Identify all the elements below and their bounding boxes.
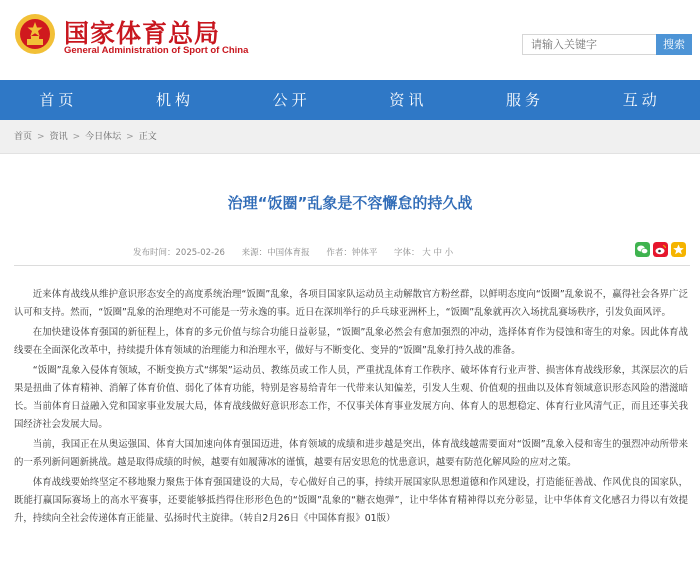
article-paragraph: 当前，我国正在从奥运强国、体育大国加速向体育强国迈进，体育领域的成绩和进步越是突出，体育战线越需要面对“饭圈”乱象入侵和寄生的强烈冲动所带来的一系列新问题新挑战。越是取得成绩的时候，越要有如履薄冰的谨慎，越要有居安思危的忧患意识，越要有防范化解风险的应对之策。 [14,439,688,468]
breadcrumb-news[interactable]: 资讯 [49,132,68,142]
nav-item-organization[interactable]: 机构 [156,91,195,109]
breadcrumb [14,120,157,154]
breadcrumb-home[interactable]: 首页 [14,132,33,142]
breadcrumb-separator: > [72,132,81,142]
breadcrumb-today-sports[interactable]: 今日体坛 [85,132,122,142]
nav-item-home[interactable]: 首页 [39,91,78,109]
site-header [0,0,700,80]
breadcrumb-separator: > [37,132,45,142]
weibo-icon[interactable] [653,242,668,257]
article-paragraph: 近来体育战线从维护意识形态安全的高度系统治理“饭圈”乱象，各项目国家队运动员主动解散官方粉丝群，以鲜明态度向“饭圈”乱象说不，赢得社会各界广泛认可和支持。然而，“饭圈”乱象的治理绝对不可能是一劳永逸的事。近日在深圳举行的乒乓球亚洲杯上，“饭圈”乱象就再次入场扰乱赛场秩序，引发负面风评。 [14,289,688,318]
breadcrumb-separator: > [126,132,134,142]
national-emblem-icon[interactable] [14,12,56,56]
article-meta-bar [14,240,690,266]
site-subtitle: General Administration of Sport of China [64,45,249,56]
publish-time: 发布时间：2025-02-26 [133,248,225,258]
nav-item-public[interactable]: 公开 [272,91,311,109]
nav-item-interaction[interactable]: 互动 [622,91,661,109]
search-button[interactable]: 搜索 [656,34,692,55]
article-title: 治理“饭圈”乱象是不容懈怠的持久战 [227,194,473,212]
search-input[interactable] [522,34,656,55]
breadcrumb-current: 正文 [138,132,157,142]
breadcrumb-bar [0,120,700,154]
article-author: 作者：钟体平 [326,248,378,258]
article-paragraph: 在加快建设体育强国的新征程上，体育的多元价值与综合功能日益彰显，“饭圈”乱象必然会有愈加强烈的冲动，选择体育作为侵蚀和寄生的对象。因此体育战线要在全面深化改革中，持续提升体育领域的治理能力和治理水平，做好与不断变化、变异的“饭圈”乱象打持久战的准备。 [14,327,688,356]
article-body [14,286,688,530]
qzone-icon[interactable] [671,242,686,257]
site-title[interactable]: 国家体育总局 [64,19,221,48]
font-size-selector[interactable]: 字体： 大 中 小 [394,248,454,258]
nav-item-service[interactable]: 服务 [506,91,545,109]
article-source: 来源：中国体育报 [241,248,310,258]
article-meta [133,246,467,258]
wechat-icon[interactable] [635,242,650,257]
share-buttons [635,242,686,257]
main-nav [0,80,700,120]
article-paragraph: “饭圈”乱象入侵体育领域，不断变换方式“绑架”运动员、教练员或工作人员，严重扰乱体育工作秩序、破坏体育行业声誉、损害体育战线形象，其深层次的后果是扭曲了体育精神、消解了体育价值、弱化了体育功能，特别是容易给青年一代带来认知偏差，引发人生观、价值观的扭曲以及体育领域意识形态风险的潜滋暗长。当前体育日益融入党和国家事业发展大局，体育战线做好意识形态工作，不仅事关体育事业发展方向、体育人的思想稳定、体育行业风清气正，而且还事关我国经济社会发展大局。 [14,365,688,430]
nav-item-news[interactable]: 资讯 [389,91,428,109]
article-paragraph: 体育战线要始终坚定不移地聚力聚焦于体育强国建设的大局，专心做好自己的事，持续开展国家队思想道德和作风建设，打造能征善战、作风优良的国家队，既能打赢国际赛场上的高水平赛事，还要能够抵挡得住形形色色的“饭圈”乱象的“糖衣炮弹”，让中华体育精神得以充分彰显，让中华体育文化感召力得以有效提升，持续向全社会传递体育正能量、弘扬时代主旋律。（转自2月26日《中国体育报》01版） [14,477,688,524]
